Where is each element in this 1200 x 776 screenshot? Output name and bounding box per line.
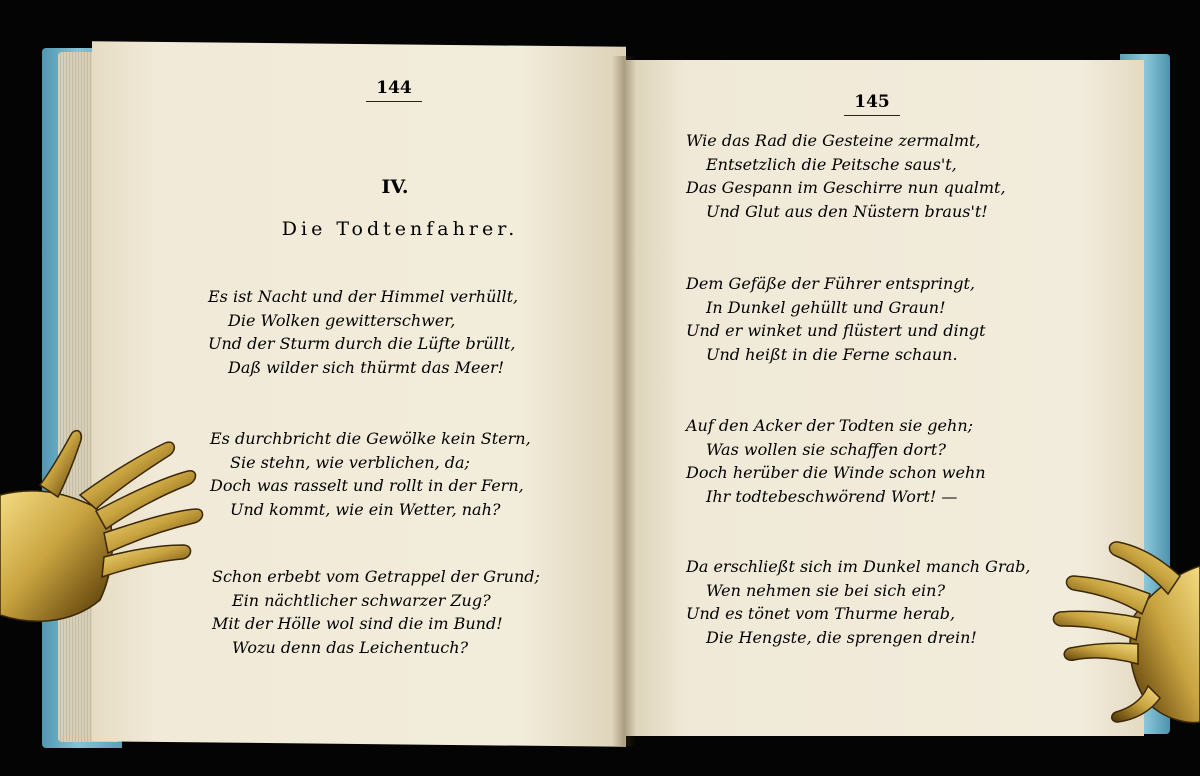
verse-line: Ihr todtebeschwörend Wort! — <box>706 486 958 506</box>
verse-line: Und Glut aus den Nüstern braus't! <box>706 201 988 221</box>
verse-line: Es durchbricht die Gewölke kein Stern, <box>210 429 531 448</box>
brass-hand-left-icon <box>0 425 215 630</box>
verse-line: Doch was rasselt und rollt in der Fern, <box>210 476 524 496</box>
stanza-7 <box>686 555 1030 649</box>
verse-line: Und er winket und flüstert und dingt <box>686 321 986 341</box>
stanza-6 <box>686 414 986 508</box>
verse-line: Das Gespann im Geschirre nun qualmt, <box>686 178 1006 198</box>
section-numeral: IV. <box>381 176 409 198</box>
verse-line: Mit der Hölle wol sind die im Bund! <box>212 614 503 634</box>
stanza-5 <box>686 272 986 366</box>
verse-line: Auf den Acker der Todten sie gehn; <box>686 416 974 435</box>
verse-line: Und es tönet vom Thurme herab, <box>686 604 956 624</box>
verse-line: Ein nächtlicher schwarzer Zug? <box>232 590 491 610</box>
stanza-1 <box>208 285 518 379</box>
verse-line: Die Wolken gewitterschwer, <box>228 310 456 330</box>
verse-line: Dem Gefäße der Führer entspringt, <box>686 274 975 293</box>
verse-line: Doch herüber die Winde schon wehn <box>686 463 986 483</box>
verse-line: Es ist Nacht und der Himmel verhüllt, <box>208 287 519 306</box>
stanza-3 <box>212 565 540 659</box>
verse-line: Sie stehn, wie verblichen, da; <box>230 452 470 472</box>
right-page-number: 145 <box>842 92 902 112</box>
verse-line: Und heißt in die Ferne schaun. <box>706 344 958 364</box>
stanza-4 <box>686 129 1006 223</box>
verse-line: Da erschließt sich im Dunkel manch Grab, <box>686 557 1031 576</box>
brass-hand-right-icon <box>1030 536 1200 726</box>
book-gutter <box>612 56 636 746</box>
left-page-number: 144 <box>364 78 424 98</box>
stanza-2 <box>210 427 531 521</box>
verse-line: Daß wilder sich thürmt das Meer! <box>228 357 505 377</box>
verse-line: Entsetzlich die Peitsche saus't, <box>706 154 957 174</box>
verse-line: Die Hengste, die sprengen drein! <box>706 627 977 647</box>
verse-line: Wen nehmen sie bei sich ein? <box>706 580 946 600</box>
verse-line: Schon erbebt vom Getrappel der Grund; <box>212 567 540 586</box>
verse-line: Wie das Rad die Gesteine zermalmt, <box>686 131 981 150</box>
verse-line: In Dunkel gehüllt und Graun! <box>706 297 946 317</box>
poem-title: Die Todtenfahrer. <box>281 218 519 240</box>
verse-line: Und kommt, wie ein Wetter, nah? <box>230 499 501 519</box>
verse-line: Was wollen sie schaffen dort? <box>706 439 946 459</box>
verse-line: Wozu denn das Leichentuch? <box>232 637 469 657</box>
verse-line: Und der Sturm durch die Lüfte brüllt, <box>208 334 516 354</box>
